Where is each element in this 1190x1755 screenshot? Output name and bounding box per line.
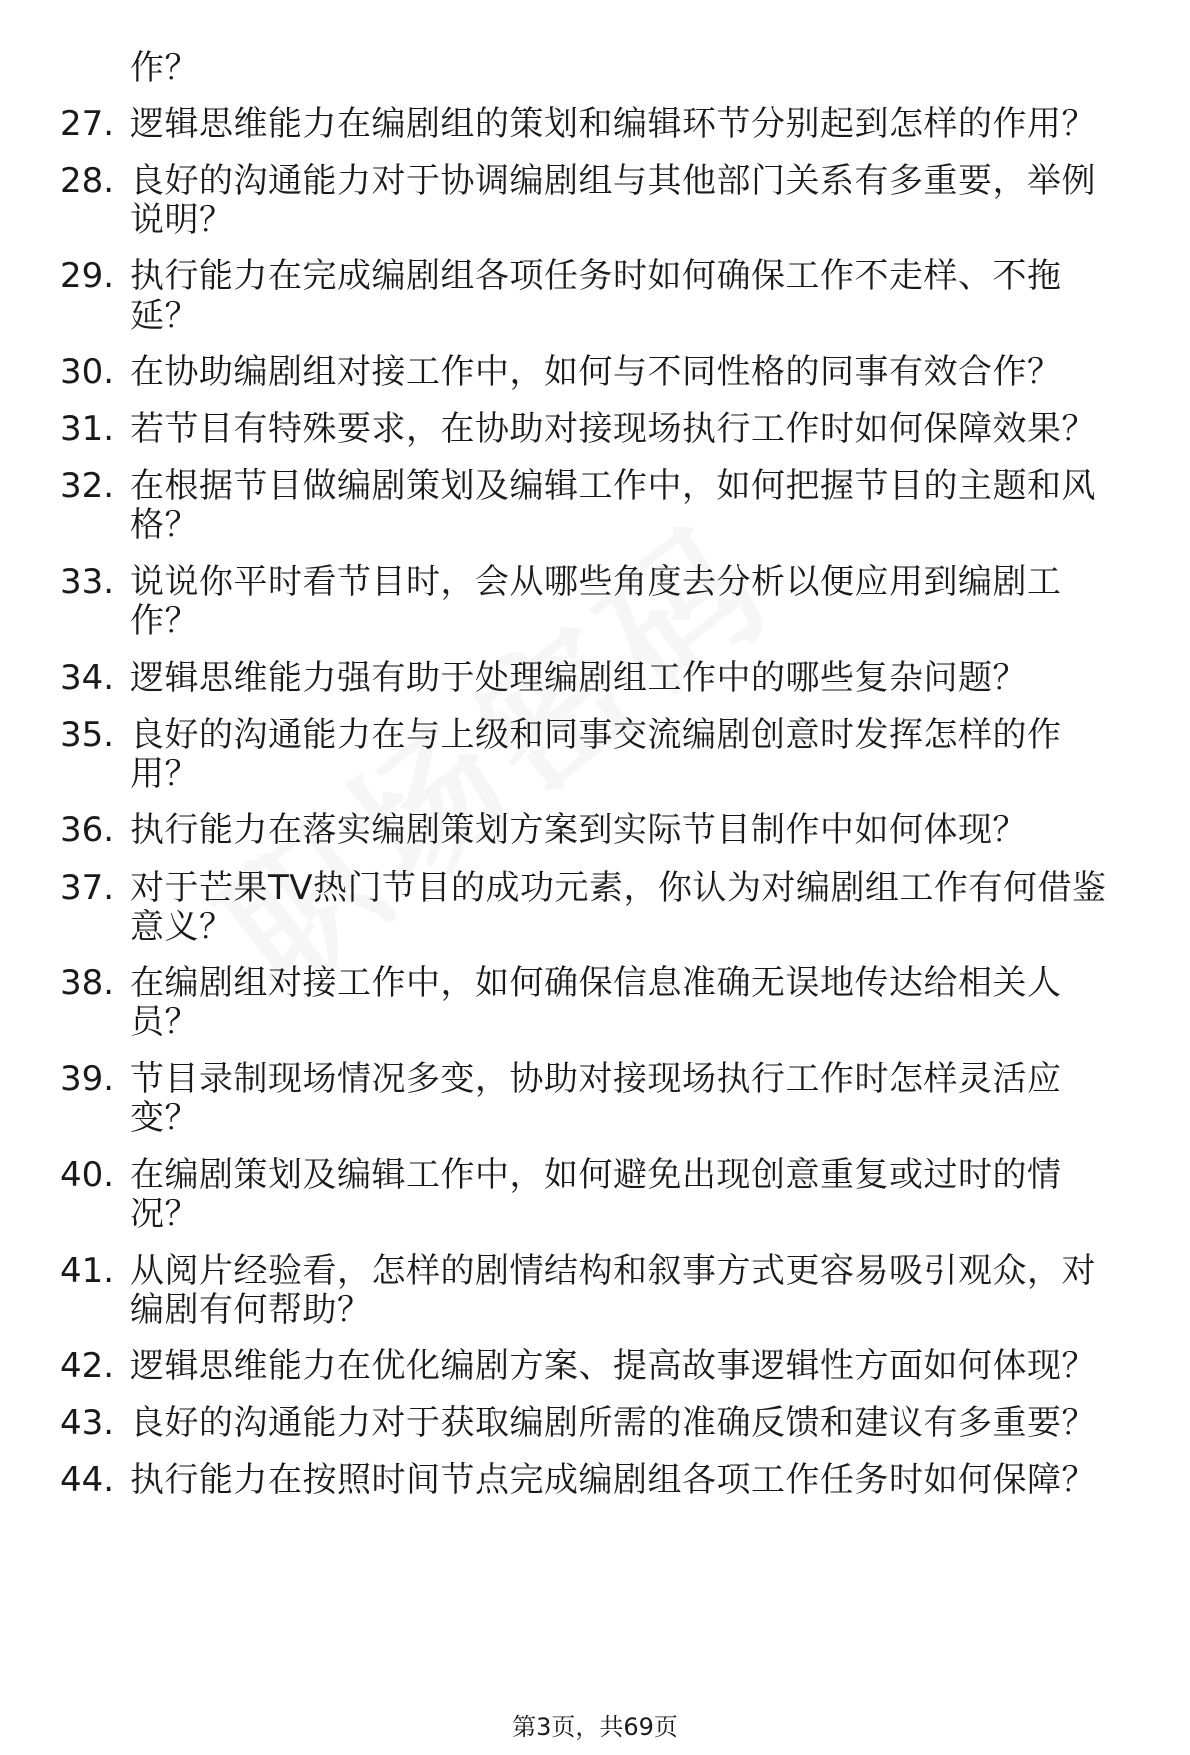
question-number: 35. [60,715,115,755]
question-text: 意义？ [130,907,234,947]
question-number: 43. [60,1403,115,1443]
question-text: 对于芒果TV热门节目的成功元素，你认为对编剧组工作有何借鉴 [130,868,1107,908]
question-text: 作？ [130,601,199,641]
question-text: 说说你平时看节目时，会从哪些角度去分析以便应用到编剧工 [130,562,1062,602]
question-number: 38. [60,963,115,1003]
continuation-line: 作？ [130,48,199,88]
question-text: 况？ [130,1194,199,1234]
question-text: 从阅片经验看，怎样的剧情结构和叙事方式更容易吸引观众，对 [130,1251,1096,1291]
question-number: 30. [60,352,115,392]
question-text: 说明？ [130,200,234,240]
question-text: 延？ [130,296,199,336]
question-number: 39. [60,1059,115,1099]
question-text: 在协助编剧组对接工作中，如何与不同性格的同事有效合作？ [130,352,1062,392]
question-text: 良好的沟通能力对于协调编剧组与其他部门关系有多重要，举例 [130,161,1096,201]
question-text: 良好的沟通能力在与上级和同事交流编剧创意时发挥怎样的作 [130,715,1062,755]
question-text: 变？ [130,1098,199,1138]
question-text: 逻辑思维能力强有助于处理编剧组工作中的哪些复杂问题？ [130,658,1027,698]
question-text: 员？ [130,1002,199,1042]
question-number: 27. [60,104,115,144]
question-number: 40. [60,1155,115,1195]
question-text: 格？ [130,505,199,545]
page-footer: 第3页，共69页 [512,1713,678,1741]
question-text: 若节目有特殊要求，在协助对接现场执行工作时如何保障效果？ [130,409,1096,449]
question-text: 用？ [130,754,199,794]
question-number: 42. [60,1346,115,1386]
question-text: 在编剧策划及编辑工作中，如何避免出现创意重复或过时的情 [130,1155,1062,1195]
question-number: 34. [60,658,115,698]
question-text: 在根据节目做编剧策划及编辑工作中，如何把握节目的主题和风 [130,466,1096,506]
question-text: 在编剧组对接工作中，如何确保信息准确无误地传达给相关人 [130,963,1062,1003]
question-text: 逻辑思维能力在编剧组的策划和编辑环节分别起到怎样的作用？ [130,104,1096,144]
question-number: 41. [60,1251,115,1291]
question-text: 执行能力在按照时间节点完成编剧组各项工作任务时如何保障？ [130,1460,1096,1500]
question-text: 执行能力在落实编剧策划方案到实际节目制作中如何体现？ [130,810,1027,850]
question-text: 执行能力在完成编剧组各项任务时如何确保工作不走样、不拖 [130,256,1062,296]
question-text: 逻辑思维能力在优化编剧方案、提高故事逻辑性方面如何体现？ [130,1346,1096,1386]
question-text: 节目录制现场情况多变，协助对接现场执行工作时怎样灵活应 [130,1059,1062,1099]
question-number: 37. [60,868,115,908]
question-number: 33. [60,562,115,602]
question-number: 44. [60,1460,115,1500]
question-number: 28. [60,161,115,201]
question-number: 31. [60,409,115,449]
question-text: 良好的沟通能力对于获取编剧所需的准确反馈和建议有多重要？ [130,1403,1096,1443]
question-number: 32. [60,466,115,506]
question-number: 29. [60,256,115,296]
question-number: 36. [60,810,115,850]
question-text: 编剧有何帮助？ [130,1290,372,1330]
